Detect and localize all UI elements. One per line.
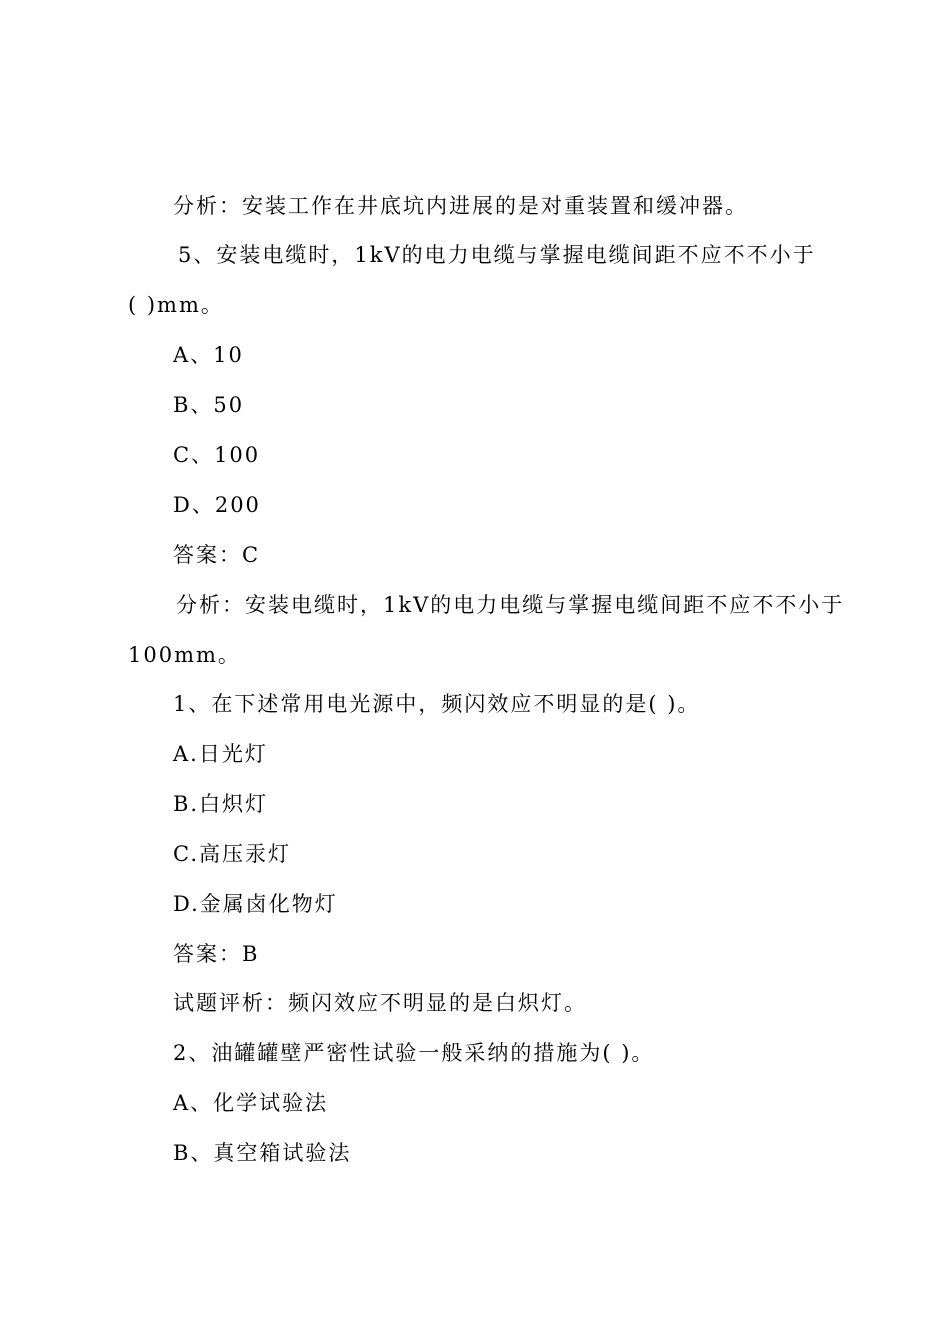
option-a: A.日光灯 [173, 742, 268, 766]
option-a: A、10 [173, 343, 244, 367]
question-1-text: 1、在下述常用电光源中，频闪效应不明显的是( )。 [173, 692, 701, 716]
answer-text: 答案：C [173, 543, 261, 567]
option-d: D.金属卤化物灯 [173, 892, 338, 916]
option-b: B、真空箱试验法 [173, 1141, 352, 1165]
option-c: C、100 [173, 443, 261, 467]
option-d: D、200 [173, 493, 261, 517]
option-b: B.白炽灯 [173, 792, 269, 816]
question-2-text: 2、油罐罐壁严密性试验一般采纳的措施为( )。 [173, 1041, 655, 1065]
question-5-text: 5、安装电缆时，1kV的电力电缆与掌握电缆间距不应不不小于 [178, 243, 816, 267]
option-a: A、化学试验法 [173, 1091, 329, 1115]
option-c: C.高压汞灯 [173, 842, 291, 866]
option-b: B、50 [173, 393, 245, 417]
answer-text: 答案：B [173, 942, 260, 966]
question-5-continuation: ( )mm。 [128, 293, 224, 317]
analysis-text: 分析：安装工作在井底坑内进展的是对重装置和缓冲器。 [173, 194, 748, 218]
analysis-text: 分析：安装电缆时，1kV的电力电缆与掌握电缆间距不应不不小于 [176, 593, 845, 617]
analysis-continuation: 100mm。 [128, 643, 241, 667]
explanation-text: 试题评析：频闪效应不明显的是白炽灯。 [173, 991, 587, 1015]
